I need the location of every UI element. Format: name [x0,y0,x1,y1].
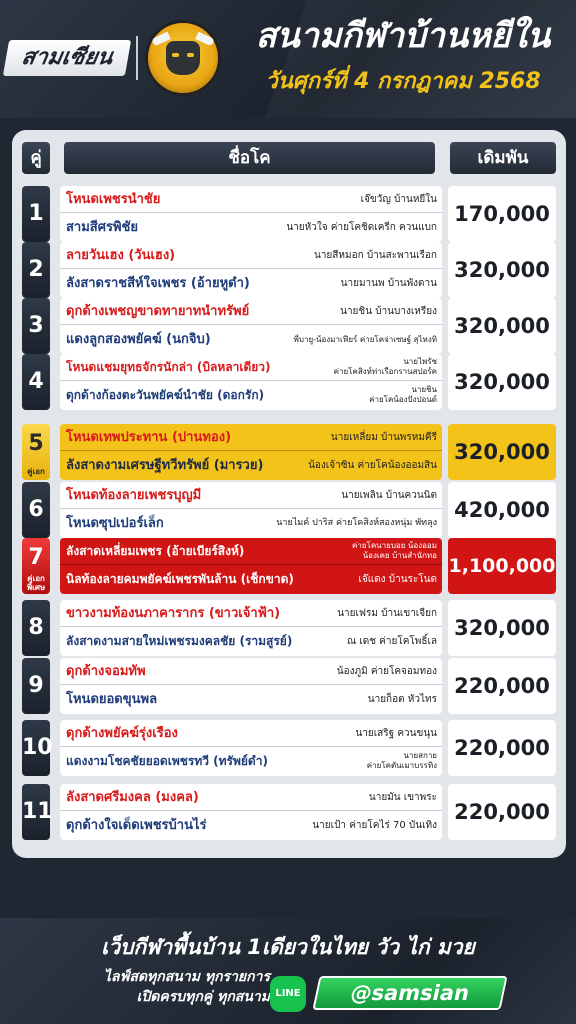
match-row [12,242,566,298]
bet-amount: 320,000 [448,424,556,480]
column-header-name: ชื่อโค [64,142,435,174]
bottom-bull-owner: นายหัวใจ ค่ายโคชิดเครีก ควนแบก [286,222,437,233]
match-names [60,424,442,480]
top-bull-name: ลังสาดศรีมงคล (มงคล) [66,790,199,805]
match-names [60,482,442,538]
bet-amount: 220,000 [448,658,556,714]
match-number: 2 [22,242,50,298]
bet-amount: 220,000 [448,720,556,776]
column-header-pair: คู่ [22,142,50,174]
bet-amount: 320,000 [448,242,556,298]
bet-amount: 320,000 [448,600,556,656]
match-number: 7 คู่เอก พิเศษ [22,538,50,594]
top-bull-owner: นายเพลิน บ้านควนนิต [341,490,437,501]
bottom-bull-name: โหนดยอดขุนพล [66,692,158,707]
top-bull-owner: น้องภูมิ ค่ายโคจอมทอง [336,666,437,677]
top-bull-name: ดุกด้างจอมทัพ [66,664,146,679]
top-bull-name: ลังสาดเหลี่ยมเพชร (อ้ายเบียร์สิงห์) [66,544,245,558]
top-bull-owner: เจ๊ขวัญ บ้านหยีใน [360,194,437,205]
bottom-bull-owner: ณ เดช ค่ายโคโพธิ์เล [346,636,437,647]
match-row-special [12,538,566,594]
bottom-bull-owner: พี่บายู-น้องมาเฟียร์ ค่ายโคจ่าเซษฐ์ สุไหงทิ [293,335,437,344]
bottom-bull-owner: นายเป้า ค่ายโคไร่ 70 บันเทิง [312,820,437,831]
line-app-icon[interactable]: LINE [270,976,306,1012]
match-number: 1 [22,186,50,242]
bottom-bull-owner: เจ๊แดง บ้านระโนด [358,574,437,585]
match-names [60,186,442,242]
match-number: 10 [22,720,50,776]
match-row [12,784,566,840]
bottom-bull-owner: นายสกาย ค่ายโคตันเมาบรรทิง [366,751,437,770]
footer-line-1: ไลฟ์สดทุกสนาม ทุกรายการ [103,969,270,985]
match-row [12,298,566,354]
bet-amount: 170,000 [448,186,556,242]
top-bull-name: โหนดท้องลายเพชรบุญมี [66,488,202,503]
top-bull-owner: นายไพรัช ค่ายโคสิงห์ท่าเรือกรานสปอร์ค [333,357,437,376]
top-bull-name: ดุกด้างเพชญขาดทายาทนำทรัพย์ [66,304,250,319]
top-bull-owner: นายชิน บ้านบางเหรียง [340,306,437,317]
bottom-bull-name: นิลท้องลายคมพยัคฆ์เพชรพันล้าน (เช็กขาด) [66,572,294,586]
special-match-label: คู่เอก พิเศษ [26,574,46,592]
footer-line-2: เปิดครบทุกคู่ ทุกสนาม [136,989,270,1005]
stadium-title: สนามกีฬาบ้านหยีใน [255,16,551,56]
match-number: 11 [22,784,50,840]
match-names [60,298,442,354]
main-match-label: คู่เอก [27,467,45,476]
bet-amount: 320,000 [448,298,556,354]
bottom-bull-owner: นายก็อต หัวไทร [367,694,437,705]
match-names [60,354,442,410]
bet-amount: 320,000 [448,354,556,410]
bottom-bull-owner: นายไมค์ ปาริส ค่ายโคสิงห์สองหนุ่ม พัทลุง [276,518,437,528]
bottom-bull-name: แดงงามโชคชัยยอดเพชรทวี (ทรัพย์ดำ) [66,754,268,768]
event-date: วันศุกร์ที่ 4 กรกฎาคม 2568 [265,69,541,94]
match-names [60,242,442,298]
top-bull-owner: นายเฟรม บ้านเขาเจียก [337,608,437,619]
match-names [60,720,442,776]
line-handle-button[interactable]: @samsian [312,976,507,1010]
match-row-main [12,424,566,480]
match-number: 3 [22,298,50,354]
top-bull-owner: นายเสริฐ ควนขนุน [355,728,437,739]
match-names [60,658,442,714]
match-names [60,538,442,594]
bottom-bull-name: ดุกด้างใจเด็ดเพชรบ้านไร่ [66,818,207,833]
bull-head-logo-icon [145,20,221,96]
match-number: 9 [22,658,50,714]
bottom-bull-name: โหนดซุปเปอร์เล็ก [66,516,164,531]
match-row [12,600,566,656]
bet-amount: 1,100,000 [448,538,556,594]
match-row [12,658,566,714]
match-row [12,354,566,410]
match-number: 5 คู่เอก [22,424,50,480]
bottom-bull-owner: น้องเจ้าซิน ค่ายโคน้องออมสิน [308,460,437,471]
match-row [12,720,566,776]
match-number: 4 [22,354,50,410]
column-header-bet: เดิมพัน [450,142,556,174]
top-bull-owner: นายสีหมอก บ้านสะพานเรือก [313,250,437,261]
top-bull-owner: ค่ายโคนายบอย น้องออม น้องเคย บ้านสำนักทอ [351,541,437,560]
top-bull-name: ดุกด้างพยัคฆ์รุ่งเรือง [66,726,178,741]
logo-divider [136,36,138,80]
top-bull-name: โหนดเพชรนำชัย [66,192,161,207]
top-bull-owner: นายเหลี่ยม บ้านพรหมคีรี [330,432,437,443]
match-number: 6 [22,482,50,538]
match-number: 8 [22,600,50,656]
match-names [60,784,442,840]
match-row [12,186,566,242]
bottom-bull-name: ลังสาดงามสายใหม่เพชรมงคลชัย (รามสูรย์) [66,634,293,648]
bottom-bull-name: สามสีศรพิชัย [66,220,138,235]
top-bull-name: ขาวงามท้องนภาคารากร (ขาวเจ้าฟ้า) [66,606,281,621]
bottom-bull-name: ลังสาดงามเศรษฐีทวีทรัพย์ (มารวย) [66,458,264,473]
bottom-bull-owner: นายมานพ บ้านพังดาน [340,278,437,289]
footer-tagline: เว็บกีฬาพื้นบ้าน 1เดียวในไทย วัว ไก่ มวย [101,935,475,959]
top-bull-name: โหนดแชมยุทธจักรนักล่า (บิลหลาเดียว) [66,360,271,374]
bottom-bull-name: ดุกด้างก้องตะวันพยัคฆ์นำชัย (ดอกรัก) [66,388,265,402]
bottom-bull-owner: นายชิน ค่ายโคน้องปังปอนด์ [369,385,437,404]
header-banner [0,0,576,118]
bet-amount: 420,000 [448,482,556,538]
bottom-bull-name: ลังสาดราชสีห์ใจเพชร (อ้ายหูดำ) [66,276,250,291]
top-bull-name: โหนดเทพประทาน (ปานทอง) [66,430,232,445]
top-bull-name: ลายวันเฮง (วันเฮง) [66,248,176,263]
match-table [12,130,566,858]
match-row [12,482,566,538]
bottom-bull-name: แดงลูกสองพยัคฆ์ (นกจิบ) [66,332,211,347]
match-names [60,600,442,656]
brand-logo-text: สามเซียน [3,40,131,76]
bet-amount: 220,000 [448,784,556,840]
top-bull-owner: นายมัน เขาพระ [368,792,437,803]
